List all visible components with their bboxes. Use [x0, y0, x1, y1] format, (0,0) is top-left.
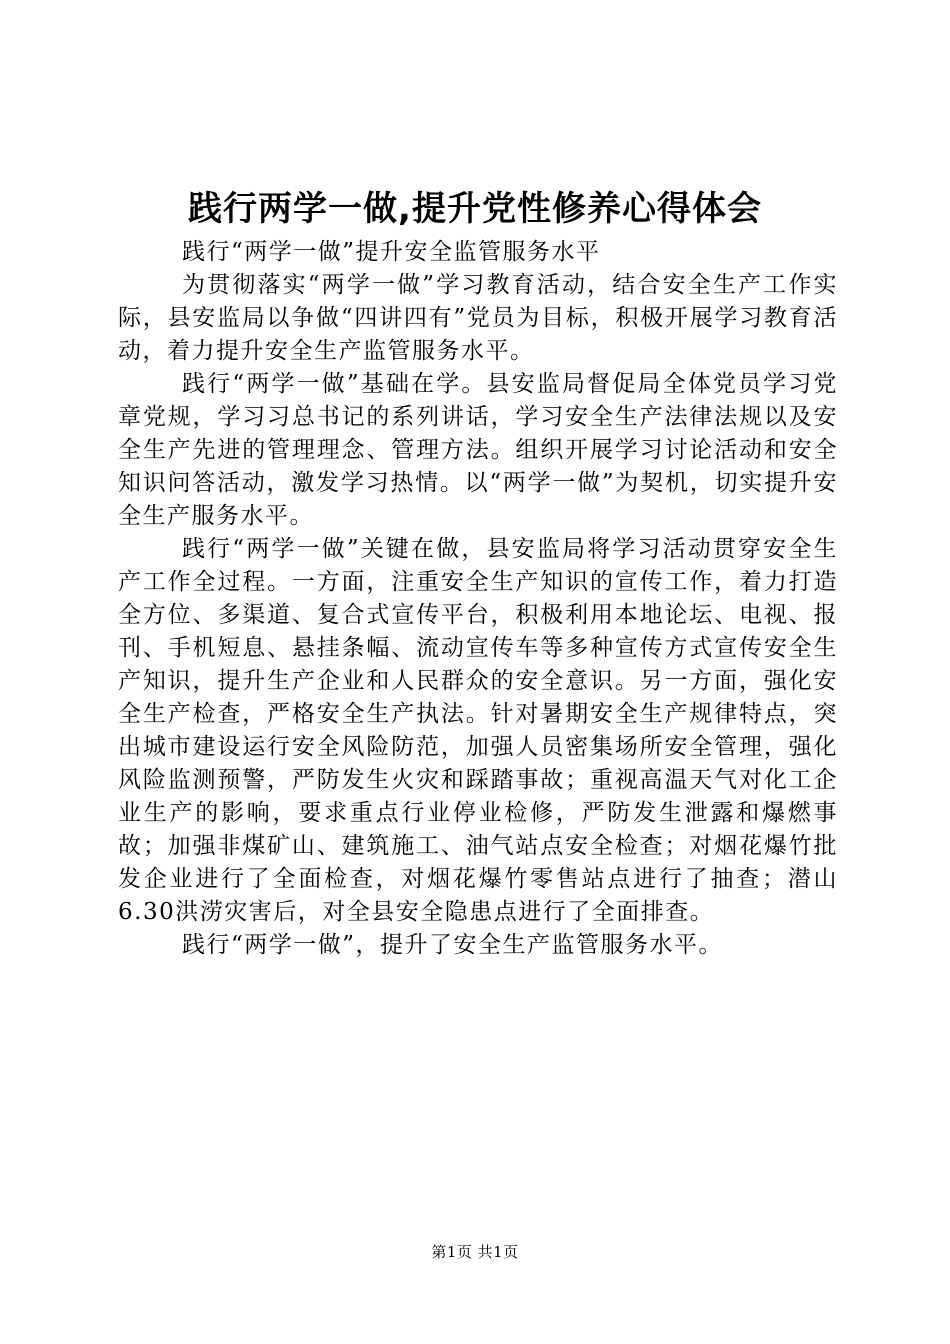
- body-paragraph: 践行“两学一做”基础在学。县安监局督促局全体党员学习党章党规，学习习总书记的系列讲话，学习安全生产法律法规以及安全生产先进的管理理念、管理方法。组织开展学习讨论活动和安全知识问答活动，激发学习热情。以“两学一做”为契机，切实提升安全生产服务水平。: [118, 371, 838, 529]
- page-footer: 第1页 共1页: [431, 1243, 519, 1261]
- body-paragraph: 践行“两学一做”关键在做，县安监局将学习活动贯穿安全生产工作全过程。一方面，注重安全生产知识的宣传工作，着力打造全方位、多渠道、复合式宣传平台，积极利用本地论坛、电视、报刊、手机短息、悬挂条幅、流动宣传车等多种宣传方式宣传安全生产知识，提升生产企业和人民群众的安全意识。另一方面，强化安全生产检查，严格安全生产执法。针对暑期安全生产规律特点，突出城市建设运行安全风险防范，加强人员密集场所安全管理，强化风险监测预警，严防发生火灾和踩踏事故；重视高温天气对化工企业生产的影响，要求重点行业停业检修，严防发生泄露和爆燃事故；加强非煤矿山、建筑施工、油气站点安全检查；对烟花爆竹批发企业进行了全面检查，对烟花爆竹零售站点进行了抽查；潜山6.30洪涝灾害后，对全县安全隐患点进行了全面排查。: [118, 536, 838, 925]
- body-paragraph: 践行“两学一做”，提升了安全生产监管服务水平。: [182, 932, 724, 958]
- document-body: [118, 236, 838, 962]
- subtitle-paragraph: 践行“两学一做”提升安全监管服务水平: [182, 239, 601, 265]
- document-title: 践行两学一做,提升党性修养心得体会: [188, 189, 762, 229]
- body-paragraph: 为贯彻落实“两学一做”学习教育活动，结合安全生产工作实际，县安监局以争做“四讲四有”党员为目标，积极开展学习教育活动，着力提升安全生产监管服务水平。: [118, 272, 838, 364]
